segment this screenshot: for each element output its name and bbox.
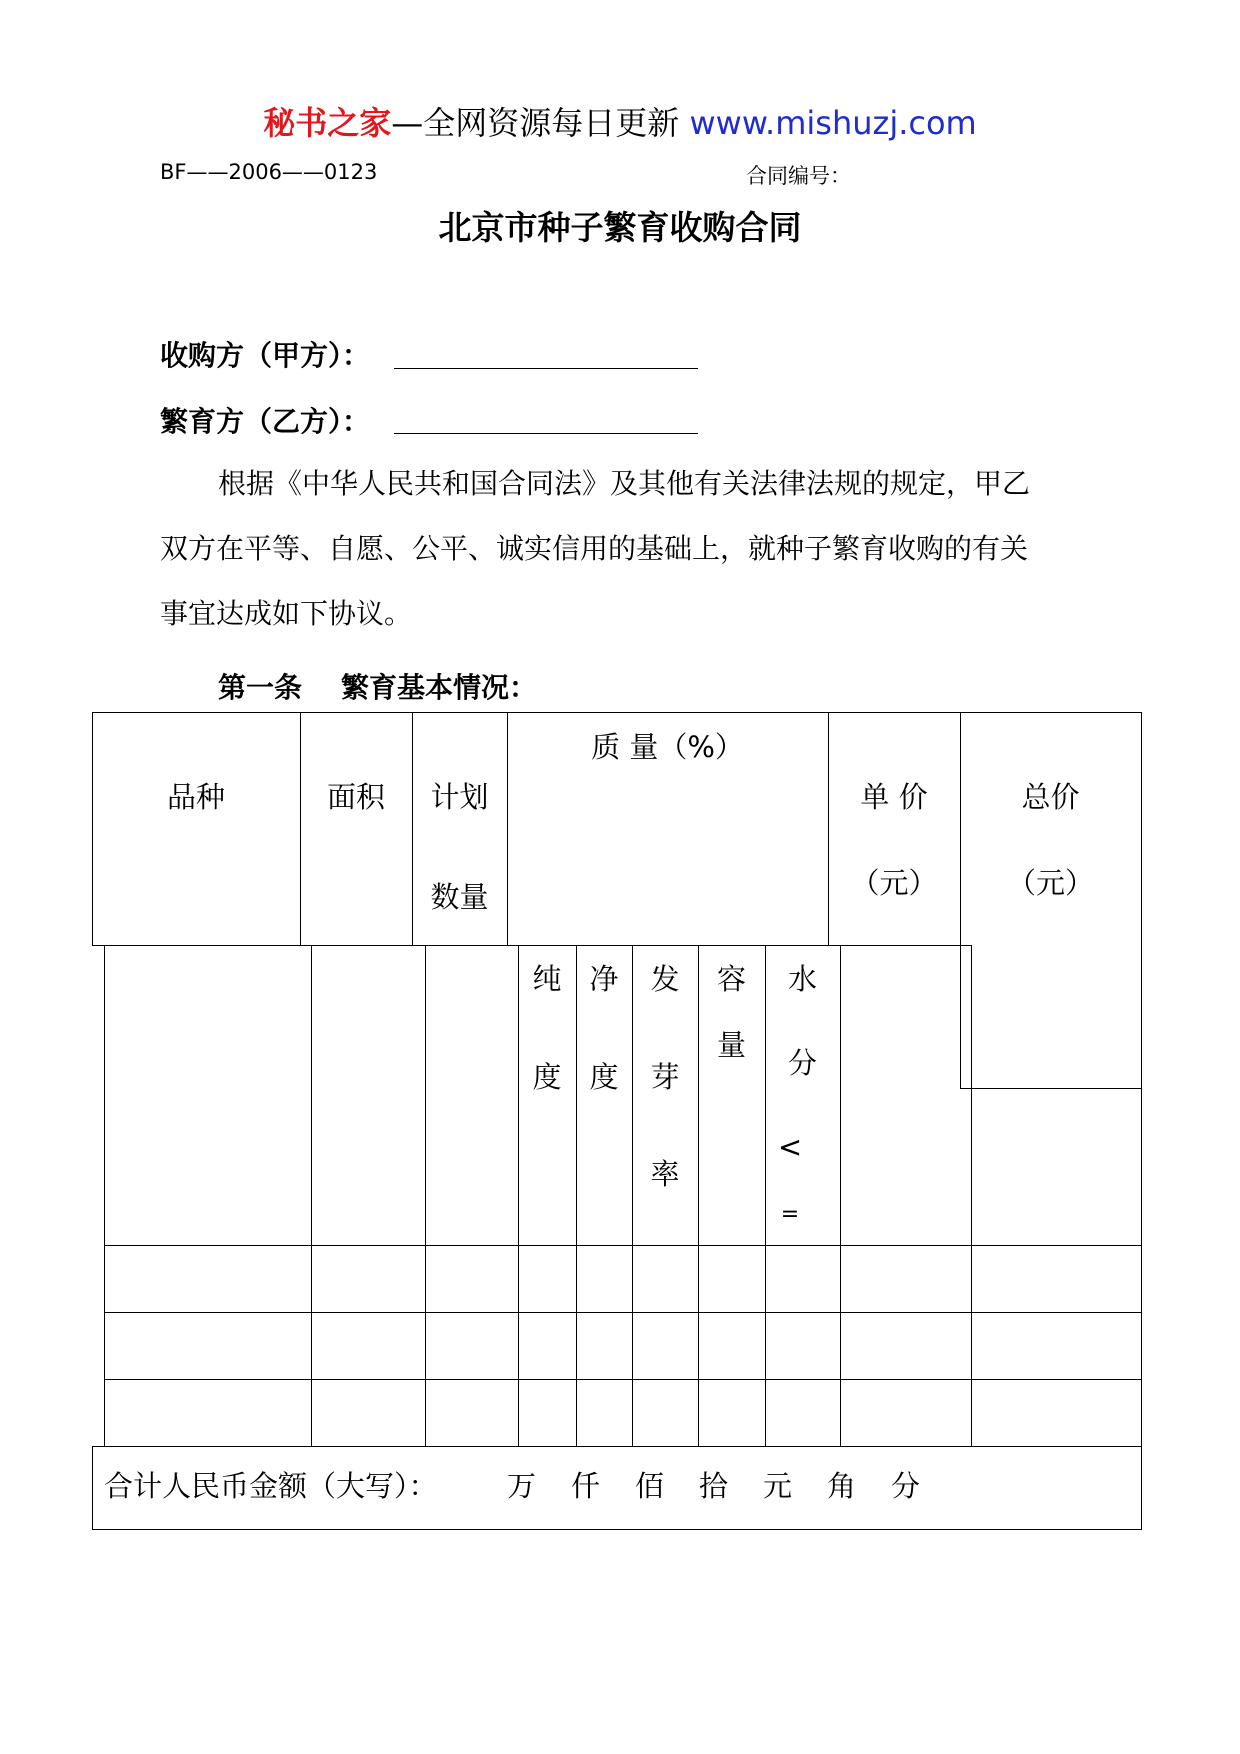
total-price-left-border (960, 712, 961, 1088)
header-plan-qty-line1: 计划 (430, 780, 489, 814)
body-col-divider (518, 945, 519, 1447)
subheader-purity-char: 纯 (532, 962, 562, 996)
contract-number-label: 合同编号： (746, 164, 851, 188)
subheader-capacity-char: 量 (716, 1028, 746, 1062)
header-quality: 质 量（%） (591, 730, 744, 764)
site-tagline: —全网资源每日更新 (391, 104, 690, 142)
body-col-divider (311, 945, 312, 1447)
subheader-clarity-char: 度 (589, 1060, 619, 1094)
article-1-heading: 第一条 繁育基本情况： (218, 671, 537, 704)
subheader-germination-char: 发 (650, 962, 680, 996)
header-variety: 品种 (166, 780, 225, 814)
total-unit: 仟 (571, 1469, 601, 1503)
total-price-bottom (960, 1088, 1141, 1089)
body-col-divider (576, 945, 577, 1447)
subheader-moisture-char: 分 (787, 1046, 817, 1080)
subheader-moisture-char: < (777, 1130, 803, 1164)
table-row-divider (104, 1379, 1141, 1380)
header-plan-qty-line2: 数量 (430, 880, 489, 914)
body-col-divider (971, 945, 972, 1447)
table-border-bottom (92, 1529, 1142, 1530)
header-left-border (92, 712, 93, 945)
site-banner (0, 100, 1240, 146)
subheader-capacity-char: 容 (716, 962, 746, 996)
subheader-moisture-char: 水 (787, 962, 817, 996)
table-row-divider (92, 1446, 1141, 1447)
header-col-divider (300, 712, 301, 945)
subheader-germination-char: 率 (650, 1157, 680, 1191)
document-code: BF——2006——0123 (160, 160, 378, 184)
total-unit: 拾 (699, 1469, 729, 1503)
document-title: 北京市种子繁育收购合同 (438, 208, 802, 247)
header-unit-price-line1: 单 价 (860, 780, 928, 814)
subheader-moisture-char: = (780, 1202, 800, 1227)
header-unit-price-line2: （元） (850, 866, 938, 900)
header-total-price-line1: 总价 (1021, 780, 1080, 814)
subheader-purity-char: 度 (532, 1060, 562, 1094)
site-url[interactable]: www.mishuzj.com (689, 104, 977, 142)
preamble-line-3: 事宜达成如下协议。 (160, 597, 413, 630)
buyer-label: 收购方（甲方）： (160, 339, 371, 372)
body-left-border (104, 945, 105, 1447)
total-amount-label: 合计人民币金额（大写）： (104, 1469, 438, 1503)
body-col-divider (698, 945, 699, 1447)
body-col-divider (632, 945, 633, 1447)
total-row-right-border (1141, 1446, 1142, 1529)
header-col-divider (828, 712, 829, 945)
table-row-divider (104, 1245, 1141, 1246)
body-col-divider (765, 945, 766, 1447)
header-total-price-line2: （元） (1006, 866, 1094, 900)
buyer-blank-line[interactable] (394, 368, 698, 369)
subheader-clarity-char: 净 (589, 962, 619, 996)
table-border-top (92, 712, 1141, 713)
table-row-divider (104, 1312, 1141, 1313)
breeder-label: 繁育方（乙方）： (160, 405, 371, 438)
body-col-divider (425, 945, 426, 1447)
preamble-line-1: 根据《中华人民共和国合同法》及其他有关法律法规的规定，甲乙 (218, 467, 1031, 500)
total-row-left-border (92, 1446, 93, 1529)
total-unit: 分 (891, 1469, 921, 1503)
breeder-blank-line[interactable] (394, 433, 698, 434)
preamble-line-2: 双方在平等、自愿、公平、诚实信用的基础上，就种子繁育收购的有关 (160, 532, 1029, 565)
total-unit: 万 (507, 1469, 537, 1503)
total-unit: 元 (763, 1469, 793, 1503)
body-col-divider (840, 945, 841, 1447)
table-right-border (1141, 712, 1142, 1447)
subheader-germination-char: 芽 (650, 1060, 680, 1094)
header-area: 面积 (326, 780, 385, 814)
total-unit: 佰 (635, 1469, 665, 1503)
site-name: 秘书之家 (263, 104, 392, 142)
total-unit: 角 (827, 1469, 857, 1503)
